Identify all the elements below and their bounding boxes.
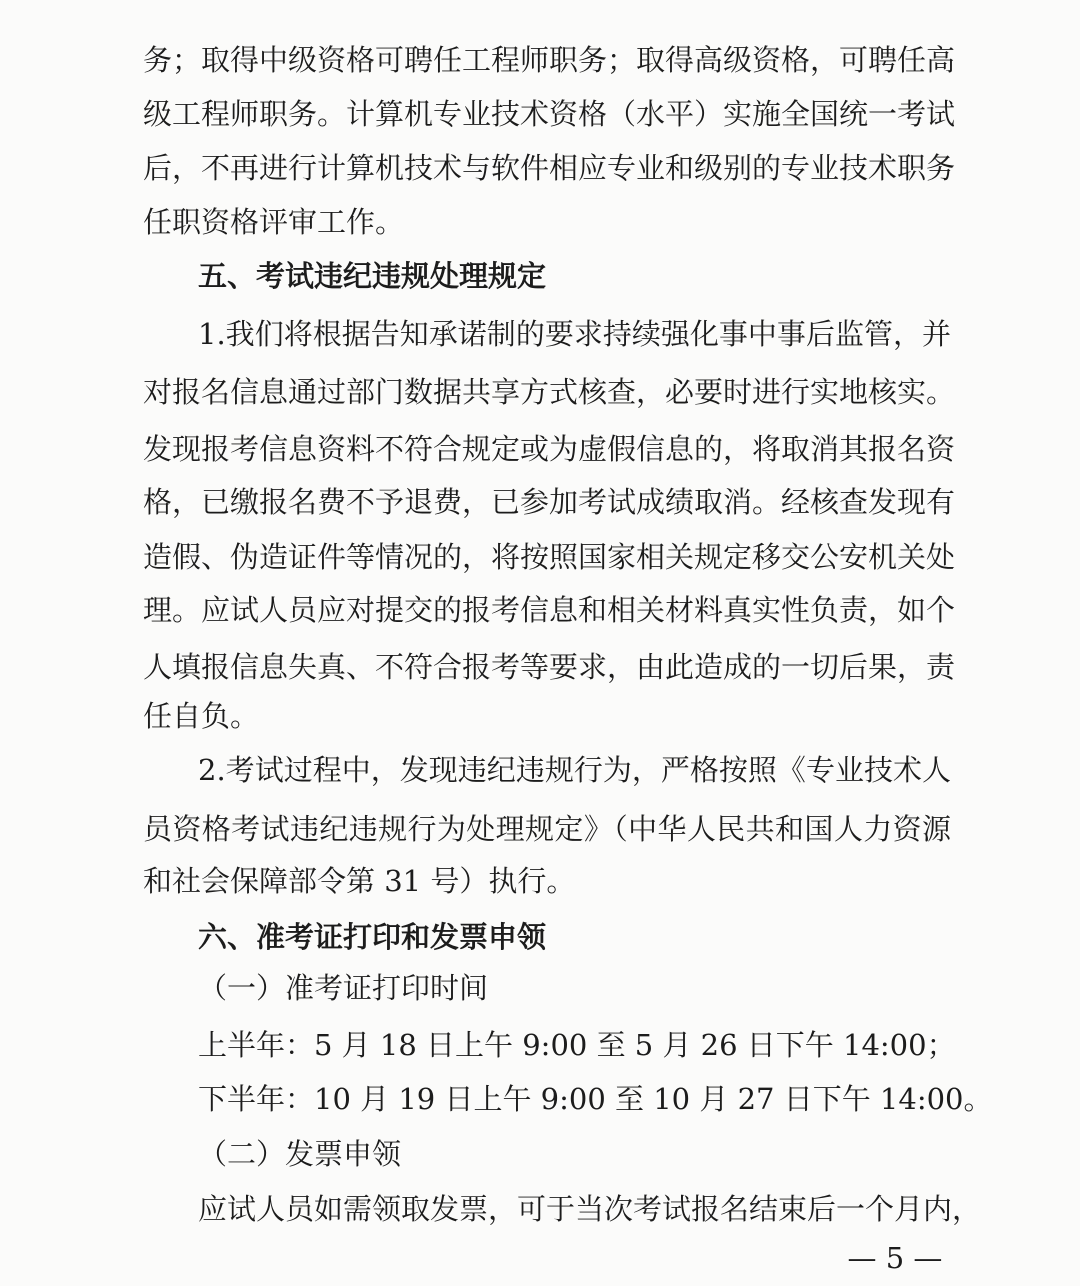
body-line: 对报名信息通过部门数据共享方式核查，必要时进行实地核实。 xyxy=(143,375,956,409)
body-line: 级工程师职务。计算机专业技术资格（水平）实施全国统一考试 xyxy=(143,97,956,131)
body-line: 1.我们将根据告知承诺制的要求持续强化事中事后监管，并 xyxy=(198,317,951,351)
body-line: 和社会保障部令第 31 号）执行。 xyxy=(143,864,576,898)
schedule-first-half: 上半年：5 月 18 日上午 9:00 至 5 月 26 日下午 14:00； xyxy=(198,1028,956,1062)
body-line: 应试人员如需领取发票，可于当次考试报名结束后一个月内， xyxy=(198,1192,982,1226)
subsection-title: （二）发票申领 xyxy=(198,1137,402,1171)
body-line: 2.考试过程中，发现违纪违规行为，严格按照《专业技术人 xyxy=(198,753,951,787)
body-line: 理。应试人员应对提交的报考信息和相关材料真实性负责，如个 xyxy=(143,593,956,627)
section-heading: 五、考试违纪违规处理规定 xyxy=(198,259,547,293)
body-line: 人填报信息失真、不符合报考等要求，由此造成的一切后果，责 xyxy=(143,650,956,684)
subsection-title: （一）准考证打印时间 xyxy=(198,971,489,1005)
schedule-second-half: 下半年：10 月 19 日上午 9:00 至 10 月 27 日下午 14:00。 xyxy=(198,1082,993,1116)
body-line: 格，已缴报名费不予退费，已参加考试成绩取消。经核查发现有 xyxy=(143,485,956,519)
body-line: 后，不再进行计算机技术与软件相应专业和级别的专业技术职务 xyxy=(143,151,956,185)
body-line: 造假、伪造证件等情况的，将按照国家相关规定移交公安机关处 xyxy=(143,540,956,574)
page-number: — 5 — xyxy=(847,1241,943,1275)
body-line: 发现报考信息资料不符合规定或为虚假信息的，将取消其报名资 xyxy=(143,432,956,466)
body-line: 务；取得中级资格可聘任工程师职务；取得高级资格，可聘任高 xyxy=(143,43,956,77)
body-line: 员资格考试违纪违规行为处理规定》（中华人民共和国人力资源 xyxy=(143,812,951,846)
body-line: 任自负。 xyxy=(143,699,260,733)
section-heading: 六、准考证打印和发票申领 xyxy=(198,920,547,954)
body-line: 任职资格评审工作。 xyxy=(143,205,405,239)
